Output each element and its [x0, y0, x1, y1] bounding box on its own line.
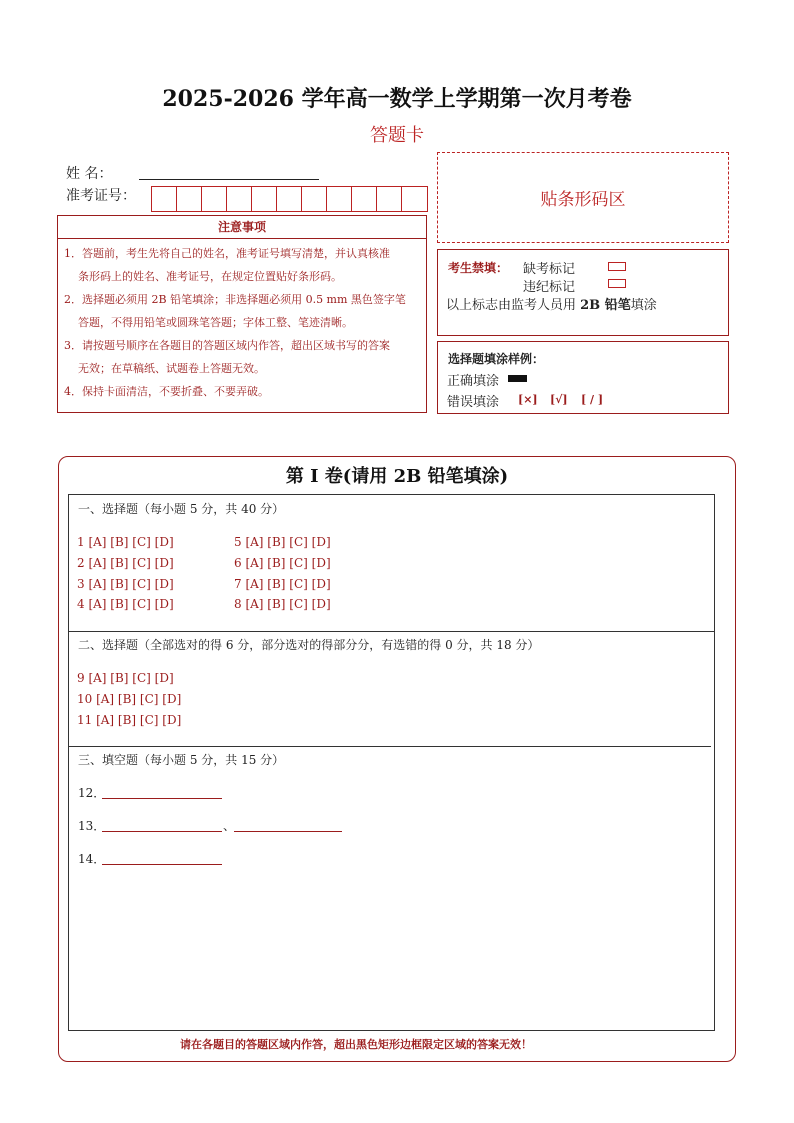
id-digit-box[interactable]	[302, 187, 327, 211]
part1-title: 第 Ⅰ 卷(请用 2B 铅笔填涂)	[285, 466, 509, 487]
exam-id-boxes[interactable]	[151, 186, 428, 212]
id-digit-box[interactable]	[402, 187, 427, 211]
forbidden-note	[446, 294, 657, 313]
q13-answer-blank-2[interactable]	[234, 817, 342, 832]
notice-item: 3．请按题号顺序在各题目的答题区域内作答，超出区域书写的答案	[64, 339, 390, 352]
id-digit-box[interactable]	[352, 187, 377, 211]
name-field[interactable]	[139, 179, 319, 180]
section1-heading: 一、选择题（每小题 5 分，共 40 分）	[78, 502, 285, 516]
id-digit-box[interactable]	[227, 187, 252, 211]
id-digit-box[interactable]	[177, 187, 202, 211]
forbidden-note-prefix: 以上标志由监考人员用	[446, 298, 581, 313]
correct-fill-sample	[508, 375, 527, 382]
id-digit-box[interactable]	[202, 187, 227, 211]
question-choice-row[interactable]: 2 [A] [B] [C] [D]	[77, 556, 174, 570]
forbidden-note-suffix: 填涂	[630, 298, 657, 313]
wrong-mark: [√]	[550, 393, 568, 406]
section-divider	[68, 746, 711, 747]
notice-item: 2．选择题必须用 2B 铅笔填涂；非选择题必须用 0.5 mm 黑色签字笔	[64, 293, 406, 306]
notice-item: 条形码上的姓名、准考证号，在规定位置贴好条形码。	[78, 270, 342, 283]
section-divider	[68, 631, 715, 632]
question-choice-row[interactable]: 10 [A] [B] [C] [D]	[77, 692, 182, 706]
notice-item: 答题，不得用铅笔或圆珠笔答题；字体工整、笔迹清晰。	[78, 316, 353, 329]
exam-id-label: 准考证号：	[66, 188, 136, 204]
question-choice-row[interactable]: 1 [A] [B] [C] [D]	[77, 535, 174, 549]
id-digit-box[interactable]	[252, 187, 277, 211]
absent-mark-box[interactable]	[608, 262, 626, 271]
id-digit-box[interactable]	[327, 187, 352, 211]
forbidden-label: 考生禁填：	[448, 261, 509, 275]
question-choice-row[interactable]: 9 [A] [B] [C] [D]	[77, 671, 174, 685]
q13-separator: 、	[223, 819, 236, 833]
forbidden-note-bold: 2B 铅笔	[580, 298, 631, 313]
barcode-area	[437, 152, 729, 243]
q14-label: 14．	[78, 852, 106, 866]
correct-fill-label: 正确填涂	[447, 374, 500, 389]
violation-mark-label: 违纪标记	[523, 280, 576, 295]
q12-answer-blank[interactable]	[102, 784, 222, 799]
wrong-mark: [×]	[518, 393, 538, 406]
question-choice-row[interactable]: 6 [A] [B] [C] [D]	[234, 556, 331, 570]
question-choice-row[interactable]: 7 [A] [B] [C] [D]	[234, 577, 331, 591]
q12-label: 12．	[78, 786, 106, 800]
id-digit-box[interactable]	[377, 187, 402, 211]
question-choice-row[interactable]: 5 [A] [B] [C] [D]	[234, 535, 331, 549]
notice-box	[57, 215, 427, 413]
wrong-fill-label: 错误填涂	[447, 395, 500, 410]
question-choice-row[interactable]: 8 [A] [B] [C] [D]	[234, 597, 331, 611]
q14-answer-blank[interactable]	[102, 850, 222, 865]
absent-mark-label: 缺考标记	[523, 262, 576, 277]
violation-mark-box[interactable]	[608, 279, 626, 288]
examinee-forbidden-box	[437, 249, 729, 336]
wrong-mark: [ / ]	[581, 393, 604, 406]
notice-item: 1．答题前，考生先将自己的姓名，准考证号填写清楚，并认真核准	[64, 247, 390, 260]
notice-heading: 注意事项	[58, 216, 426, 239]
fill-example-box	[437, 341, 729, 414]
section3-heading: 三、填空题（每小题 5 分，共 15 分）	[78, 753, 285, 767]
q13-answer-blank-1[interactable]	[102, 817, 222, 832]
name-label: 姓 名：	[66, 166, 113, 182]
footer-warning: 请在各题目的答题区域内作答，超出黑色矩形边框限定区域的答案无效！	[180, 1038, 532, 1051]
fill-example-title: 选择题填涂样例：	[448, 352, 545, 366]
section2-heading: 二、选择题（全部选对的得 6 分，部分选对的得部分分，有选错的得 0 分，共 18 分）	[78, 638, 540, 652]
notice-item: 无效；在草稿纸、试题卷上答题无效。	[78, 362, 265, 375]
id-digit-box[interactable]	[152, 187, 177, 211]
page-title: 2025-2026 学年高一数学上学期第一次月考卷	[162, 86, 632, 112]
page-subtitle: 答题卡	[370, 125, 424, 146]
barcode-label: 贴条形码区	[540, 190, 626, 210]
question-choice-row[interactable]: 3 [A] [B] [C] [D]	[77, 577, 174, 591]
q13-label: 13．	[78, 819, 106, 833]
question-choice-row[interactable]: 4 [A] [B] [C] [D]	[77, 597, 174, 611]
notice-item: 4．保持卡面清洁，不要折叠、不要弄破。	[64, 385, 269, 398]
question-choice-row[interactable]: 11 [A] [B] [C] [D]	[77, 713, 182, 727]
id-digit-box[interactable]	[277, 187, 302, 211]
